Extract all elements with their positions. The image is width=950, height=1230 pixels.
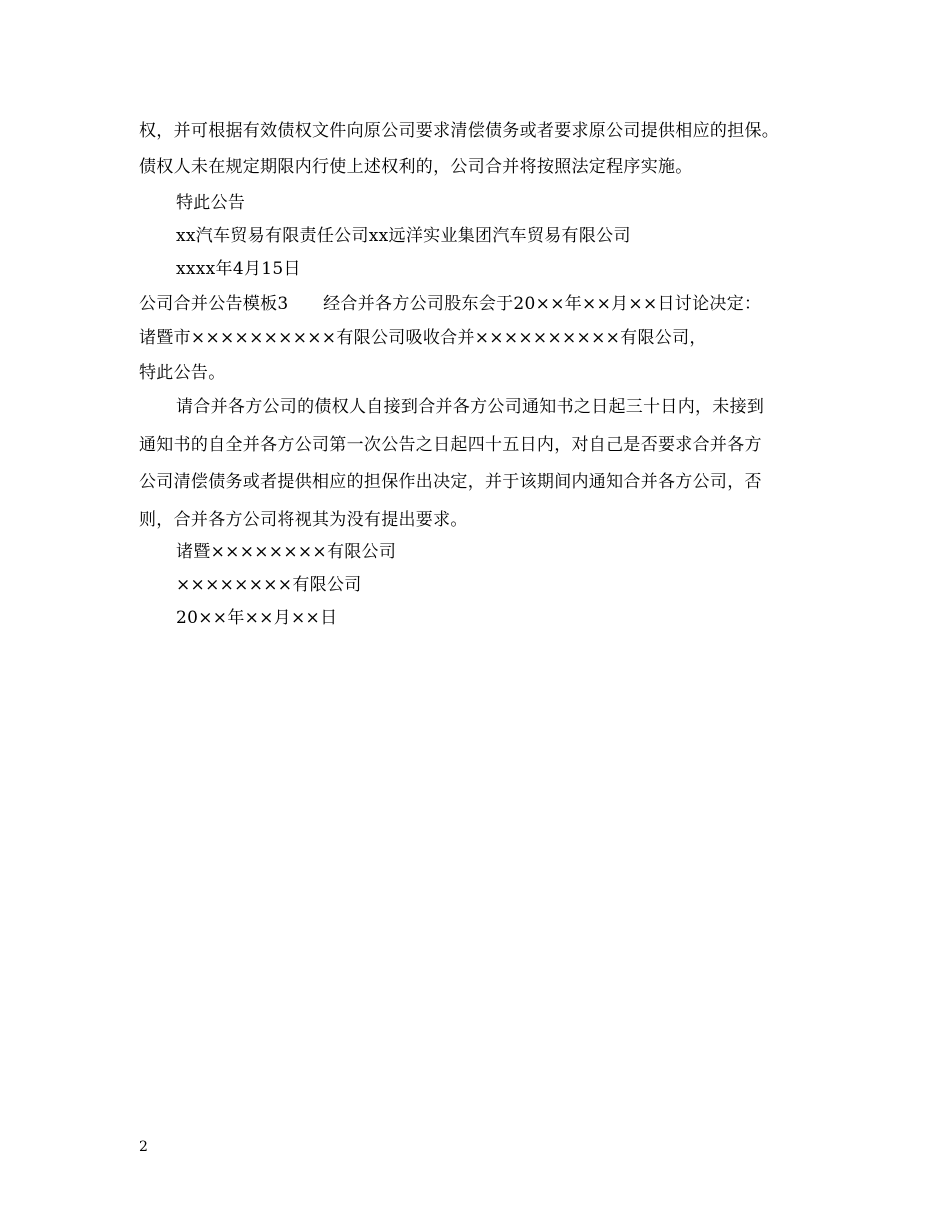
text-line-14: ××××××××有限公司 [176,575,362,595]
text-line-2: 债权人未在规定期限内行使上述权利的，公司合并将按照法定程序实施。 [139,157,693,177]
text-line-7: 诸暨市××××××××××有限公司吸收合并××××××××××有限公司， [139,328,707,348]
text-line-10: 通知书的自全并各方公司第一次公告之日起四十五日内，对自己是否要求合并各方 [139,435,762,455]
text-line-9: 请合并各方公司的债权人自接到合并各方公司通知书之日起三十日内，未接到 [176,397,765,417]
text-line-4: xx汽车贸易有限责任公司xx远洋实业集团汽车贸易有限公司 [176,226,631,246]
text-line-3: 特此公告 [176,193,246,213]
page-number: 2 [139,1139,148,1155]
text-line-13: 诸暨××××××××有限公司 [176,542,397,562]
text-line-5: xxxx年4月15日 [176,259,301,279]
text-line-12: 则，合并各方公司将视其为没有提出要求。 [139,510,468,530]
text-line-8: 特此公告。 [139,363,226,383]
text-line-6: 公司合并公告模板3 经合并各方公司股东会于20××年××月××日讨论决定： [139,294,762,314]
text-line-15: 20××年××月××日 [176,608,338,628]
text-line-11: 公司清偿债务或者提供相应的担保作出决定，并于该期间内通知合并各方公司，否 [139,472,762,492]
text-line-1: 权，并可根据有效债权文件向原公司要求清偿债务或者要求原公司提供相应的担保。 [139,121,780,141]
